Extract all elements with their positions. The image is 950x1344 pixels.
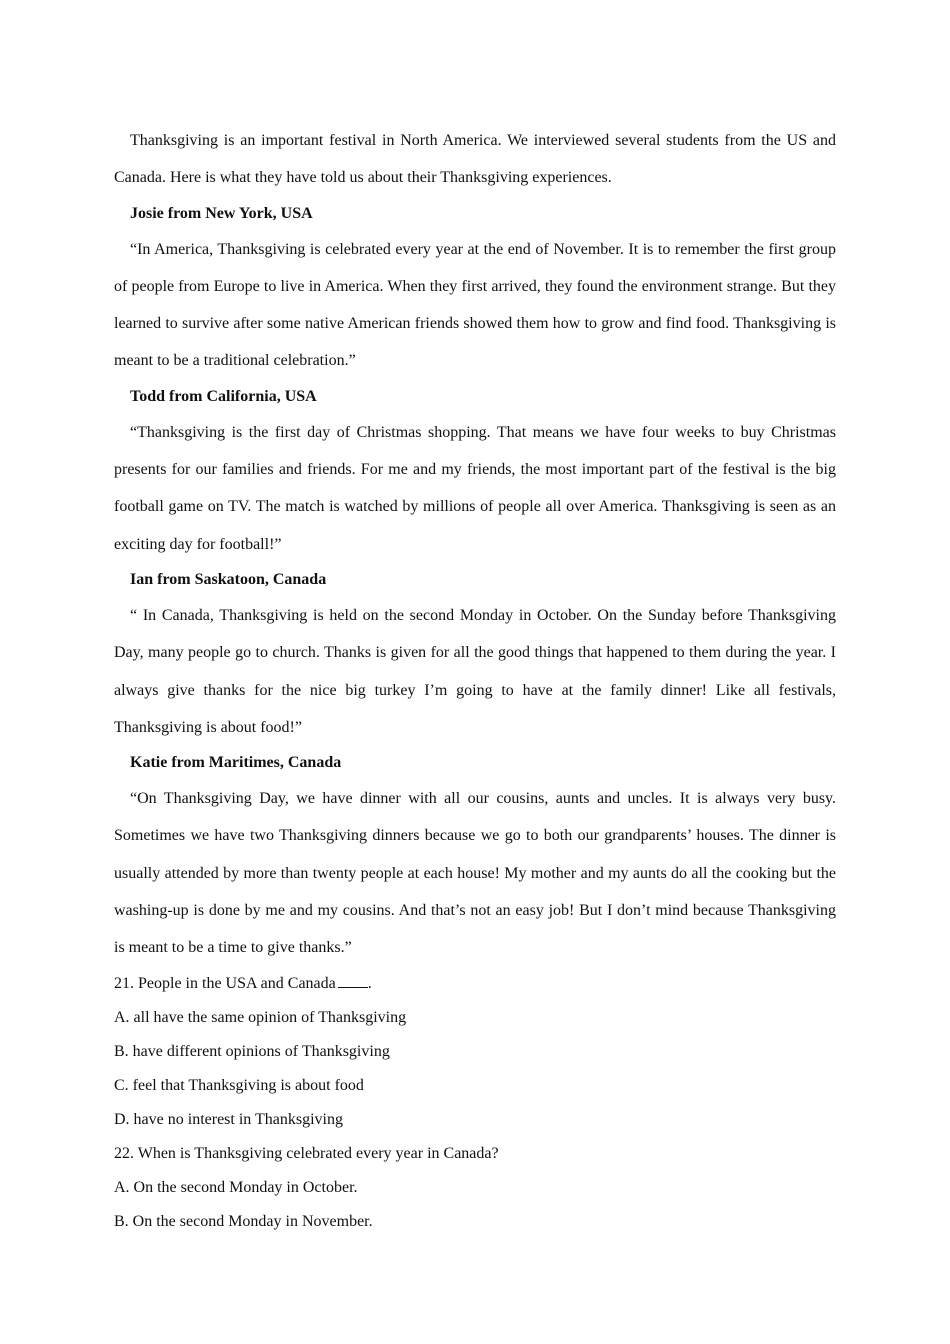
speaker-heading: Ian from Saskatoon, Canada (130, 570, 327, 588)
question-option: C. feel that Thanksgiving is about food (114, 1076, 364, 1094)
question-option: D. have no interest in Thanksgiving (114, 1111, 343, 1129)
question-stem: 21. People in the USA and Canada . (114, 974, 372, 992)
speaker-heading: Katie from Maritimes, Canada (130, 754, 342, 772)
intro-paragraph: Thanksgiving is an important festival in North America. We interviewed several students from the US and Canada. Here is what they have told us about their Thanksgiving experiences. (114, 132, 836, 187)
speaker-paragraph: “ In Canada, Thanksgiving is held on the second Monday in October. On the Sunday before Thanksgiving Day, many people go to church. Thanks is given for all the good things that happened to them during the year. I always give thanks for the nice big turkey I’m going to have at the family dinner! Like all festivals, Thanksgiving is about food!” (114, 606, 836, 736)
speaker-heading: Todd from California, USA (130, 387, 317, 405)
speaker-paragraph: “In America, Thanksgiving is celebrated every year at the end of November. It is to remember the first group of people from Europe to live in America. When they first arrived, they found the environment strange. But they learned to survive after some native American friends showed them how to grow and find food. Thanksgiving is meant to be a traditional celebration.” (114, 240, 836, 370)
speaker-paragraph: “Thanksgiving is the first day of Christmas shopping. That means we have four weeks to buy Christmas presents for our families and friends. For me and my friends, the most important part of the festival is the big football game on TV. The match is watched by millions of people all over America. Thanksgiving is seen as an exciting day for football!” (114, 423, 836, 553)
question-stem: 22. When is Thanksgiving celebrated every year in Canada? (114, 1145, 499, 1163)
question-option: A. all have the same opinion of Thanksgiving (114, 1008, 407, 1026)
answer-blank (338, 973, 368, 988)
speaker-heading: Josie from New York, USA (130, 204, 313, 222)
question-option: A. On the second Monday in October. (114, 1179, 358, 1197)
question-option: B. have different opinions of Thanksgiving (114, 1042, 390, 1060)
document-page (114, 122, 836, 1239)
speaker-paragraph: “On Thanksgiving Day, we have dinner with all our cousins, aunts and uncles. It is always very busy. Sometimes we have two Thanksgiving dinners because we go to both our grandparents’ houses. The dinner is usually attended by more than twenty people at each house! My mother and my aunts do all the cooking but the washing-up is done by me and my cousins. And that’s not an easy job! But I don’t mind because Thanksgiving is meant to be a time to give thanks.” (114, 790, 836, 957)
question-option: B. On the second Monday in November. (114, 1213, 373, 1231)
